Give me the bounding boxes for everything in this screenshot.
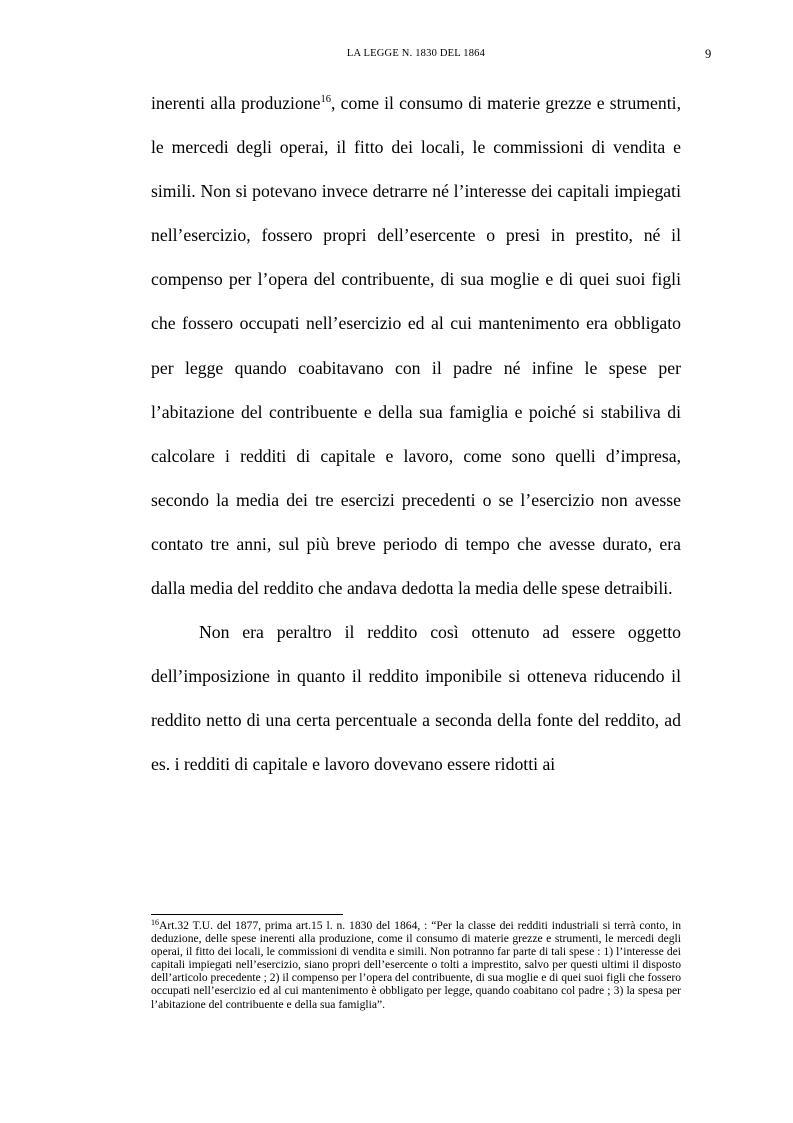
footnote-reference: 16 xyxy=(320,94,332,105)
paragraph-1-rest: , come il consumo di materie grezze e strumenti, le mercedi degli operai, il fitto dei locali, le commissioni di vendita e simili. Non si potevano invece detrarre né l’interesse dei capitali impiegati nell’esercizio, fossero propri dell’esercente o presi in prestito, né il compenso per l’opera del contribuente, di sua moglie e di quei suoi figli che fossero occupati nell’esercizio ed al cui mantenimento era obbligato per legge quando coabitavano con il padre né infine le spese per l’abitazione del contribuente e della sua famiglia e poiché si stabiliva di calcolare i redditi di capitale e lavoro, come sono quelli d’impresa, secondo la media dei tre esercizi precedenti o se l’esercizio non avesse contato tre anni, sul più breve periodo di tempo che avesse durato, era dalla media del reddito che andava dedotta la media delle spese detraibili. xyxy=(151,93,681,599)
footnote-text: Art.32 T.U. del 1877, prima art.15 l. n. 1830 del 1864, : “Per la classe dei redditi industriali si terrà conto, in deduzione, delle spese inerenti alla produzione, come il consumo di materie grezze e strumenti, le mercedi degli operai, il fitto dei locali, le commissioni di vendita e simili. Non potranno far parte di tali spese : 1) l’interesse dei capitali impiegati nell’esercizio, siano propri dell’esercente o tolti a imprestito, salvo per questi ultimi il disposto dell’articolo precedente ; 2) il compenso per l’opera del contribuente, di sua moglie e di quei suoi figli che fossero occupati nell’esercizio ed al cui mantenimento è obbligato per legge, quando coabitano col padre ; 3) la spesa per l’abitazione del contribuente e della sua famiglia”. xyxy=(151,919,681,1011)
paragraph-1 xyxy=(151,81,681,610)
footnote xyxy=(151,919,681,1011)
paragraph-1-lead: inerenti alla produzione xyxy=(151,93,321,113)
body-text xyxy=(151,81,681,787)
paragraph-2: Non era peraltro il reddito così ottenuto ad essere oggetto dell’imposizione in quanto il reddito imponibile si otteneva riducendo il reddito netto di una certa percentuale a seconda della fonte del reddito, ad es. i redditi di capitale e lavoro dovevano essere ridotti ai xyxy=(151,622,681,775)
running-header: LA LEGGE N. 1830 DEL 1864 xyxy=(346,48,486,59)
page-number: 9 xyxy=(705,47,712,61)
footnote-number: 16 xyxy=(151,918,159,927)
footnote-separator xyxy=(151,914,343,915)
